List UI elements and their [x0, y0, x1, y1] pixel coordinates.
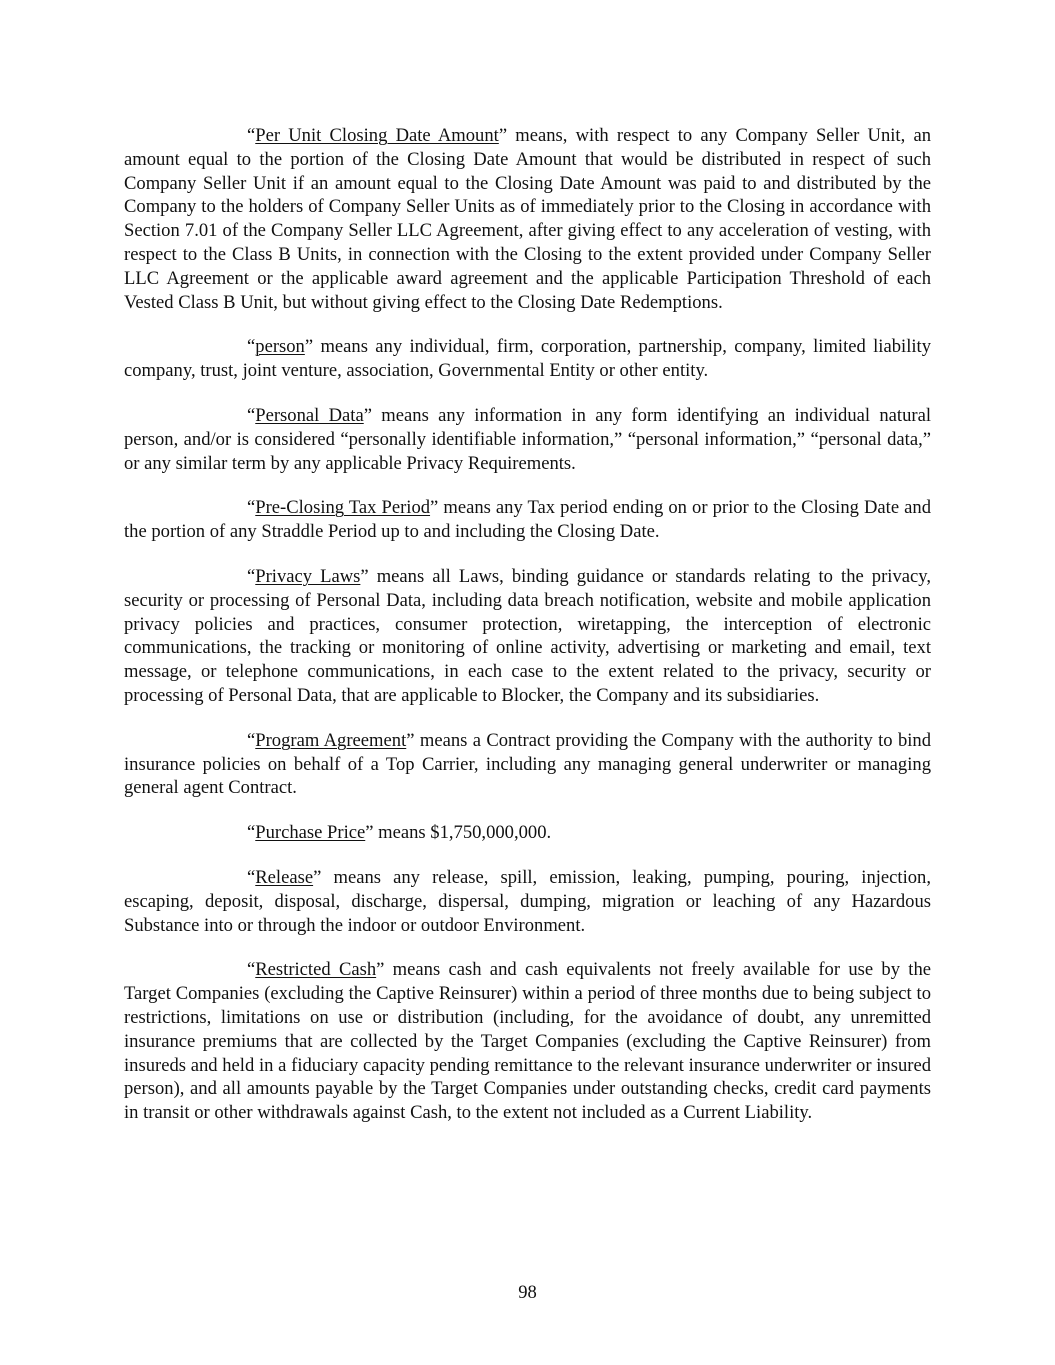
- definition-release: [124, 866, 931, 937]
- open-quote: “: [247, 565, 256, 587]
- open-quote: “: [247, 125, 256, 146]
- open-quote: “: [247, 866, 256, 888]
- defined-term: Release: [255, 866, 314, 888]
- definition-text: ” means $1,750,000,000.: [365, 822, 552, 844]
- definition-text: ” means all Laws, binding guidance or standards relating to the privacy, security or processing of Personal Data, including data breach notification, website and mobile application privacy policies and practices, consumer protection, wiretapping, the interception of electronic communications, the tracking or monitoring of online activity, advertising or marketing and email, text message, or telephone communications, in each case to the extent related to the privacy, security or processing of Personal Data, that are applicable to Blocker, the Company and its subsidiaries.: [124, 565, 931, 706]
- definition-text: ” means a Contract providing the Company with the authority to bind insurance policies on behalf of a Top Carrier, including any managing general underwriter or managing general agent Contract.: [124, 729, 931, 799]
- open-quote: “: [247, 336, 256, 358]
- defined-term: Pre-Closing Tax Period: [255, 497, 431, 519]
- defined-term: Program Agreement: [255, 729, 407, 751]
- defined-term: Privacy Laws: [255, 565, 361, 587]
- definition-per-unit-closing-date-amount: [124, 124, 931, 314]
- definition-text: ” means any individual, firm, corporation, partnership, company, limited liability company, trust, joint venture, association, Governmental Entity or other entity.: [124, 336, 931, 382]
- definition-purchase-price: [124, 821, 931, 845]
- definition-text: ” means any information in any form identifying an individual natural person, and/or is considered “personally identifiable information,” “personal information,” “personal data,” or any similar term by any applicable Privacy Requirements.: [124, 404, 931, 474]
- open-quote: “: [247, 959, 256, 981]
- defined-term: Purchase Price: [255, 822, 366, 844]
- defined-term: Per Unit Closing Date Amount: [255, 125, 499, 146]
- definition-pre-closing-tax-period: [124, 496, 931, 544]
- open-quote: “: [247, 404, 256, 426]
- definition-restricted-cash: [124, 958, 931, 1125]
- definition-text: ” means cash and cash equivalents not freely available for use by the Target Companies (excluding the Captive Reinsurer) within a period of three months due to being subject to restrictions, limitations on use or distribution (including, for the avoidance of doubt, any unremitted insurance premiums that are collected by the Target Companies (excluding the Captive Reinsurer) from insureds and held in a fiduciary capacity pending remittance to the relevant insurance underwriter or insured person), and all amounts payable by the Target Companies under outstanding checks, credit card payments in transit or other withdrawals against Cash, to the extent not included as a Current Liability.: [124, 959, 931, 1124]
- definition-privacy-laws: [124, 565, 931, 708]
- open-quote: “: [247, 497, 256, 519]
- defined-term: Restricted Cash: [255, 959, 377, 981]
- definition-text: ” means any release, spill, emission, leaking, pumping, pouring, injection, escaping, deposit, disposal, discharge, dispersal, dumping, migration or leaching of any Hazardous Substance into or through the indoor or outdoor Environment.: [124, 866, 931, 936]
- definition-personal-data: [124, 404, 931, 475]
- open-quote: “: [247, 729, 256, 751]
- definition-text: ” means any Tax period ending on or prior to the Closing Date and the portion of any Straddle Period up to and including the Closing Date.: [124, 497, 932, 543]
- definition-person: [124, 335, 931, 383]
- open-quote: “: [247, 822, 256, 844]
- document-page: [124, 124, 931, 1146]
- defined-term: Personal Data: [255, 404, 364, 426]
- definition-text: ” means, with respect to any Company Seller Unit, an amount equal to the portion of the Closing Date Amount that would be distributed in respect of such Company Seller Unit if an amount equal to the Closing Date Amount was paid to and distributed by the Company to the holders of Company Seller Units as of immediately prior to the Closing in accordance with Section 7.01 of the Company Seller LLC Agreement, after giving effect to any acceleration of vesting, with respect to the Class B Units, in connection with the Closing to the extent provided under Company Seller LLC Agreement or the applicable award agreement and the applicable Participation Threshold of each Vested Class B Unit, but without giving effect to the Closing Date Redemptions.: [124, 125, 931, 313]
- page-number: 98: [518, 1282, 537, 1303]
- defined-term: person: [255, 336, 305, 358]
- definition-program-agreement: [124, 729, 931, 800]
